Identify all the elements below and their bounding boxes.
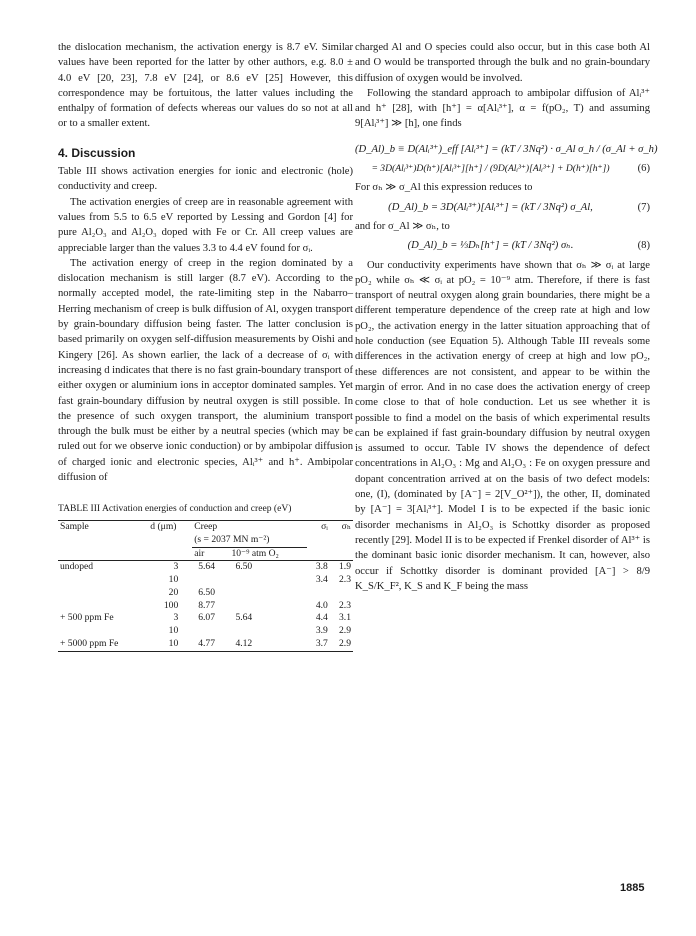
cell-d: 10	[168, 625, 179, 637]
cell-d: 3	[173, 612, 179, 624]
equation-7-text: (D_Al)_b = 3D(Alᵢ³⁺)[Alᵢ³⁺] = (kT / 3Nq²) σ_Al,	[388, 201, 593, 213]
equation-ambipolar-text: (D_Al)_b ≡ D(Alᵢ³⁺)_eff [Alᵢ³⁺] = (kT / 3Nq²) · σ_Al σ_h / (σ_Al + σ_h)	[355, 143, 658, 155]
cell-d: 3	[173, 561, 179, 573]
cell-sample	[58, 587, 148, 600]
cell-sigma-i: 4.0	[315, 599, 328, 611]
cell-sample	[58, 625, 148, 638]
table-row	[58, 638, 353, 651]
cell-creep-atm: 5.64	[235, 612, 253, 624]
header-atm: 10⁻⁹ atm O₂	[229, 547, 306, 561]
cell-sample: + 5000 ppm Fe	[60, 638, 119, 650]
header-creep-label: Creep	[194, 520, 218, 532]
table-row	[58, 600, 353, 613]
left-paragraph-3: The activation energies of creep are in reasonable agreement with values from 5.5 to 6.5 eV reported by Lessing and Gordon [4] for pure Al₂O₃ and Al₂O₃ doped with Fe or Cr. All creep values are appreciable larger than the values 3.3 to 4.4 eV found for σᵢ.	[58, 196, 353, 254]
left-column	[58, 40, 353, 652]
equation-ambipolar	[355, 142, 658, 157]
equation-6-text: = 3D(Alᵢ³⁺)D(h⁺)[Alᵢ³⁺][h⁺] / (9D(Alᵢ³⁺)[Alᵢ³⁺] + D(h⁺)[h⁺])	[371, 163, 610, 175]
cell-creep-air	[192, 625, 229, 638]
right-paragraph-1: charged Al and O species could also occur, but in this case both Al and O would be transported through the bulk and no grain-boundary diffusion of oxygen would be involved.	[355, 42, 650, 84]
header-creep	[192, 520, 306, 547]
cell-d: 20	[168, 586, 179, 598]
cell-sigma-i: 3.4	[315, 574, 328, 586]
cell-sample	[58, 574, 148, 587]
cell-creep-air: 4.77	[198, 638, 216, 650]
cell-d: 100	[163, 599, 179, 611]
cell-sigma-h: 2.3	[339, 574, 351, 586]
cell-creep-atm	[229, 587, 306, 600]
table-row	[58, 612, 353, 625]
cell-sample: undoped	[60, 561, 94, 573]
right-paragraph-3: For σₕ ≫ σ_Al this expression reduces to	[355, 182, 533, 194]
equation-8-text: (D_Al)_b = ⅓Dₕ[h⁺] = (kT / 3Nq²) σₕ.	[407, 240, 574, 252]
cell-sigma-i	[307, 587, 330, 600]
equation-8	[355, 238, 650, 253]
table-row	[58, 574, 353, 587]
header-air: air	[192, 547, 229, 561]
header-sample: Sample	[60, 520, 89, 532]
header-sigma-i: σᵢ	[321, 520, 328, 532]
cell-sample	[58, 600, 148, 613]
table-row	[58, 587, 353, 600]
table-subheader-row	[58, 547, 353, 561]
equation-6	[355, 161, 650, 176]
cell-d: 10	[168, 574, 179, 586]
cell-creep-atm	[229, 574, 306, 587]
cell-creep-air	[192, 574, 229, 587]
equation-7-number: (7)	[637, 201, 650, 213]
cell-creep-atm: 6.50	[235, 561, 253, 573]
cell-sigma-h: 3.1	[339, 612, 351, 624]
equation-8-number: (8)	[637, 240, 650, 252]
cell-sigma-h	[330, 587, 353, 600]
activation-energy-table	[58, 520, 353, 652]
right-paragraph-4: and for σ_Al ≫ σₕ, to	[355, 220, 450, 232]
cell-sigma-h: 1.9	[339, 561, 351, 573]
table-row	[58, 625, 353, 638]
cell-creep-atm	[229, 600, 306, 613]
cell-sigma-h: 2.9	[339, 638, 351, 650]
left-paragraph-4: The activation energy of creep in the region dominated by a dislocation mechanism is still larger (8.7 eV). According to the normally accepted model, the rate-limiting step in the Nabarro–Herring mechanism of creep is bulk diffusion of Al, oxygen transport by grain-boundary diffusion being faster. The latter conclusion is based primarily on oxygen self-diffusion measurements by Oishi and Kingery [26]. As shown earlier, the lack of a decrease of σᵢ with increasing d indicates that there is no fast grain-boundary transport of either oxygen or aluminium ions in acceptor dominated samples. Yet fast grain-boundary diffusion by neutral oxygen is still possible. In the presence of such oxygen transport, the aluminium transport through the bulk must be either by a neutral species (which may be ruled out for we observe ionic conduction) or by ambipolar diffusion of charged ionic and electronic species, Alᵢ³⁺ and h⁺. Ambipolar diffusion of	[58, 257, 353, 484]
cell-sigma-h: 2.3	[339, 599, 351, 611]
cell-sigma-i: 3.8	[315, 561, 328, 573]
equation-6-number: (6)	[637, 163, 650, 175]
header-sigma-h: σₕ	[341, 520, 351, 532]
cell-sample: + 500 ppm Fe	[60, 612, 114, 624]
right-paragraph-5: Our conductivity experiments have shown that σₕ ≫ σᵢ at large pO₂ while σₕ ≪ σᵢ at pO₂ = 10⁻⁹ atm. Therefore, if there is fast transport of neutral oxygen along grain boundaries, there might be a different temperature dependence of the creep rate at high and low pO₂, the activation energy in the latter situation approaching that of hole conduction (see Equation 5). Although Table III reveals some differences in the activation energy of creep at high and low pO₂, these differences are not consistent, and appear to be within the margin of error. And in no case does the activation energy of creep come close to that of hole conduction. Let us see whether it is possible to find a model on the basis of which experimental results can be explained if fast grain-boundary diffusion by neutral oxygen is assumed to occur. Table IV shows the dependence of defect concentrations in Al₂O₃ : Mg and Al₂O₃ : Fe on oxygen pressure and dopant concentration arrived at on the basis of two defect models: one, (I), (dominated by [A⁻] = 2[V_O²⁺]), the other, II, dominated by [A⁻] = 3[Alᵢ³⁺]. Model I is to be expected if the basic ionic disorder mechanisms in Al₂O₃ is Schottky disorder as proposed recently [29]. Model II is to be expected if Frenkel disorder of Al³⁺ is the dominant basic ionic disorder mechanism. It can, however, also occur if Schottky disorder is dominant provided [A⁻] > 8/9 K_S/K_F², K_S and K_F being the mass	[355, 259, 650, 592]
cell-creep-air: 6.50	[198, 586, 216, 598]
page-number: 1885	[620, 882, 645, 894]
cell-sigma-h: 2.9	[339, 625, 351, 637]
cell-sigma-i: 4.4	[315, 612, 328, 624]
cell-creep-atm	[229, 625, 306, 638]
table-caption: TABLE III Activation energies of conduction and creep (eV)	[58, 503, 292, 515]
table-header-row	[58, 520, 353, 547]
cell-d: 10	[168, 638, 179, 650]
cell-creep-air: 5.64	[198, 561, 216, 573]
right-column	[355, 40, 658, 594]
equation-7	[355, 200, 650, 215]
cell-creep-air: 8.77	[198, 599, 216, 611]
cell-sigma-i: 3.9	[315, 625, 328, 637]
cell-creep-atm: 4.12	[235, 638, 253, 650]
header-d: d (μm)	[150, 520, 177, 532]
right-paragraph-2: Following the standard approach to ambipolar diffusion of Alᵢ³⁺ and h⁺ [28], with [h⁺] = α[Alᵢ³⁺], α = f(pO₂, T) and assuming 9[Alᵢ³⁺] ≫ [h], one finds	[355, 87, 650, 130]
left-paragraph-2: Table III shows activation energies for ionic and electronic (hole) conductivity and creep.	[58, 166, 353, 193]
cell-creep-air: 6.07	[198, 612, 216, 624]
header-creep-sub: (s = 2037 MN m⁻²)	[194, 533, 270, 545]
left-paragraph-1: the dislocation mechanism, the activation energy is 8.7 eV. Similar values have been reported for the latter by other authors, e.g. 8.0 ± 4.0 eV [20, 23], 7.8 eV [24], or 8.6 eV [25] However, this correspondence may be fortuitous, the latter values including the enthalpy of formation of defects whereas our values do so not at all or to a smaller extent.	[58, 42, 353, 130]
cell-sigma-i: 3.7	[315, 638, 328, 650]
table-row	[58, 561, 353, 574]
section-heading: 4. Discussion	[58, 145, 136, 160]
